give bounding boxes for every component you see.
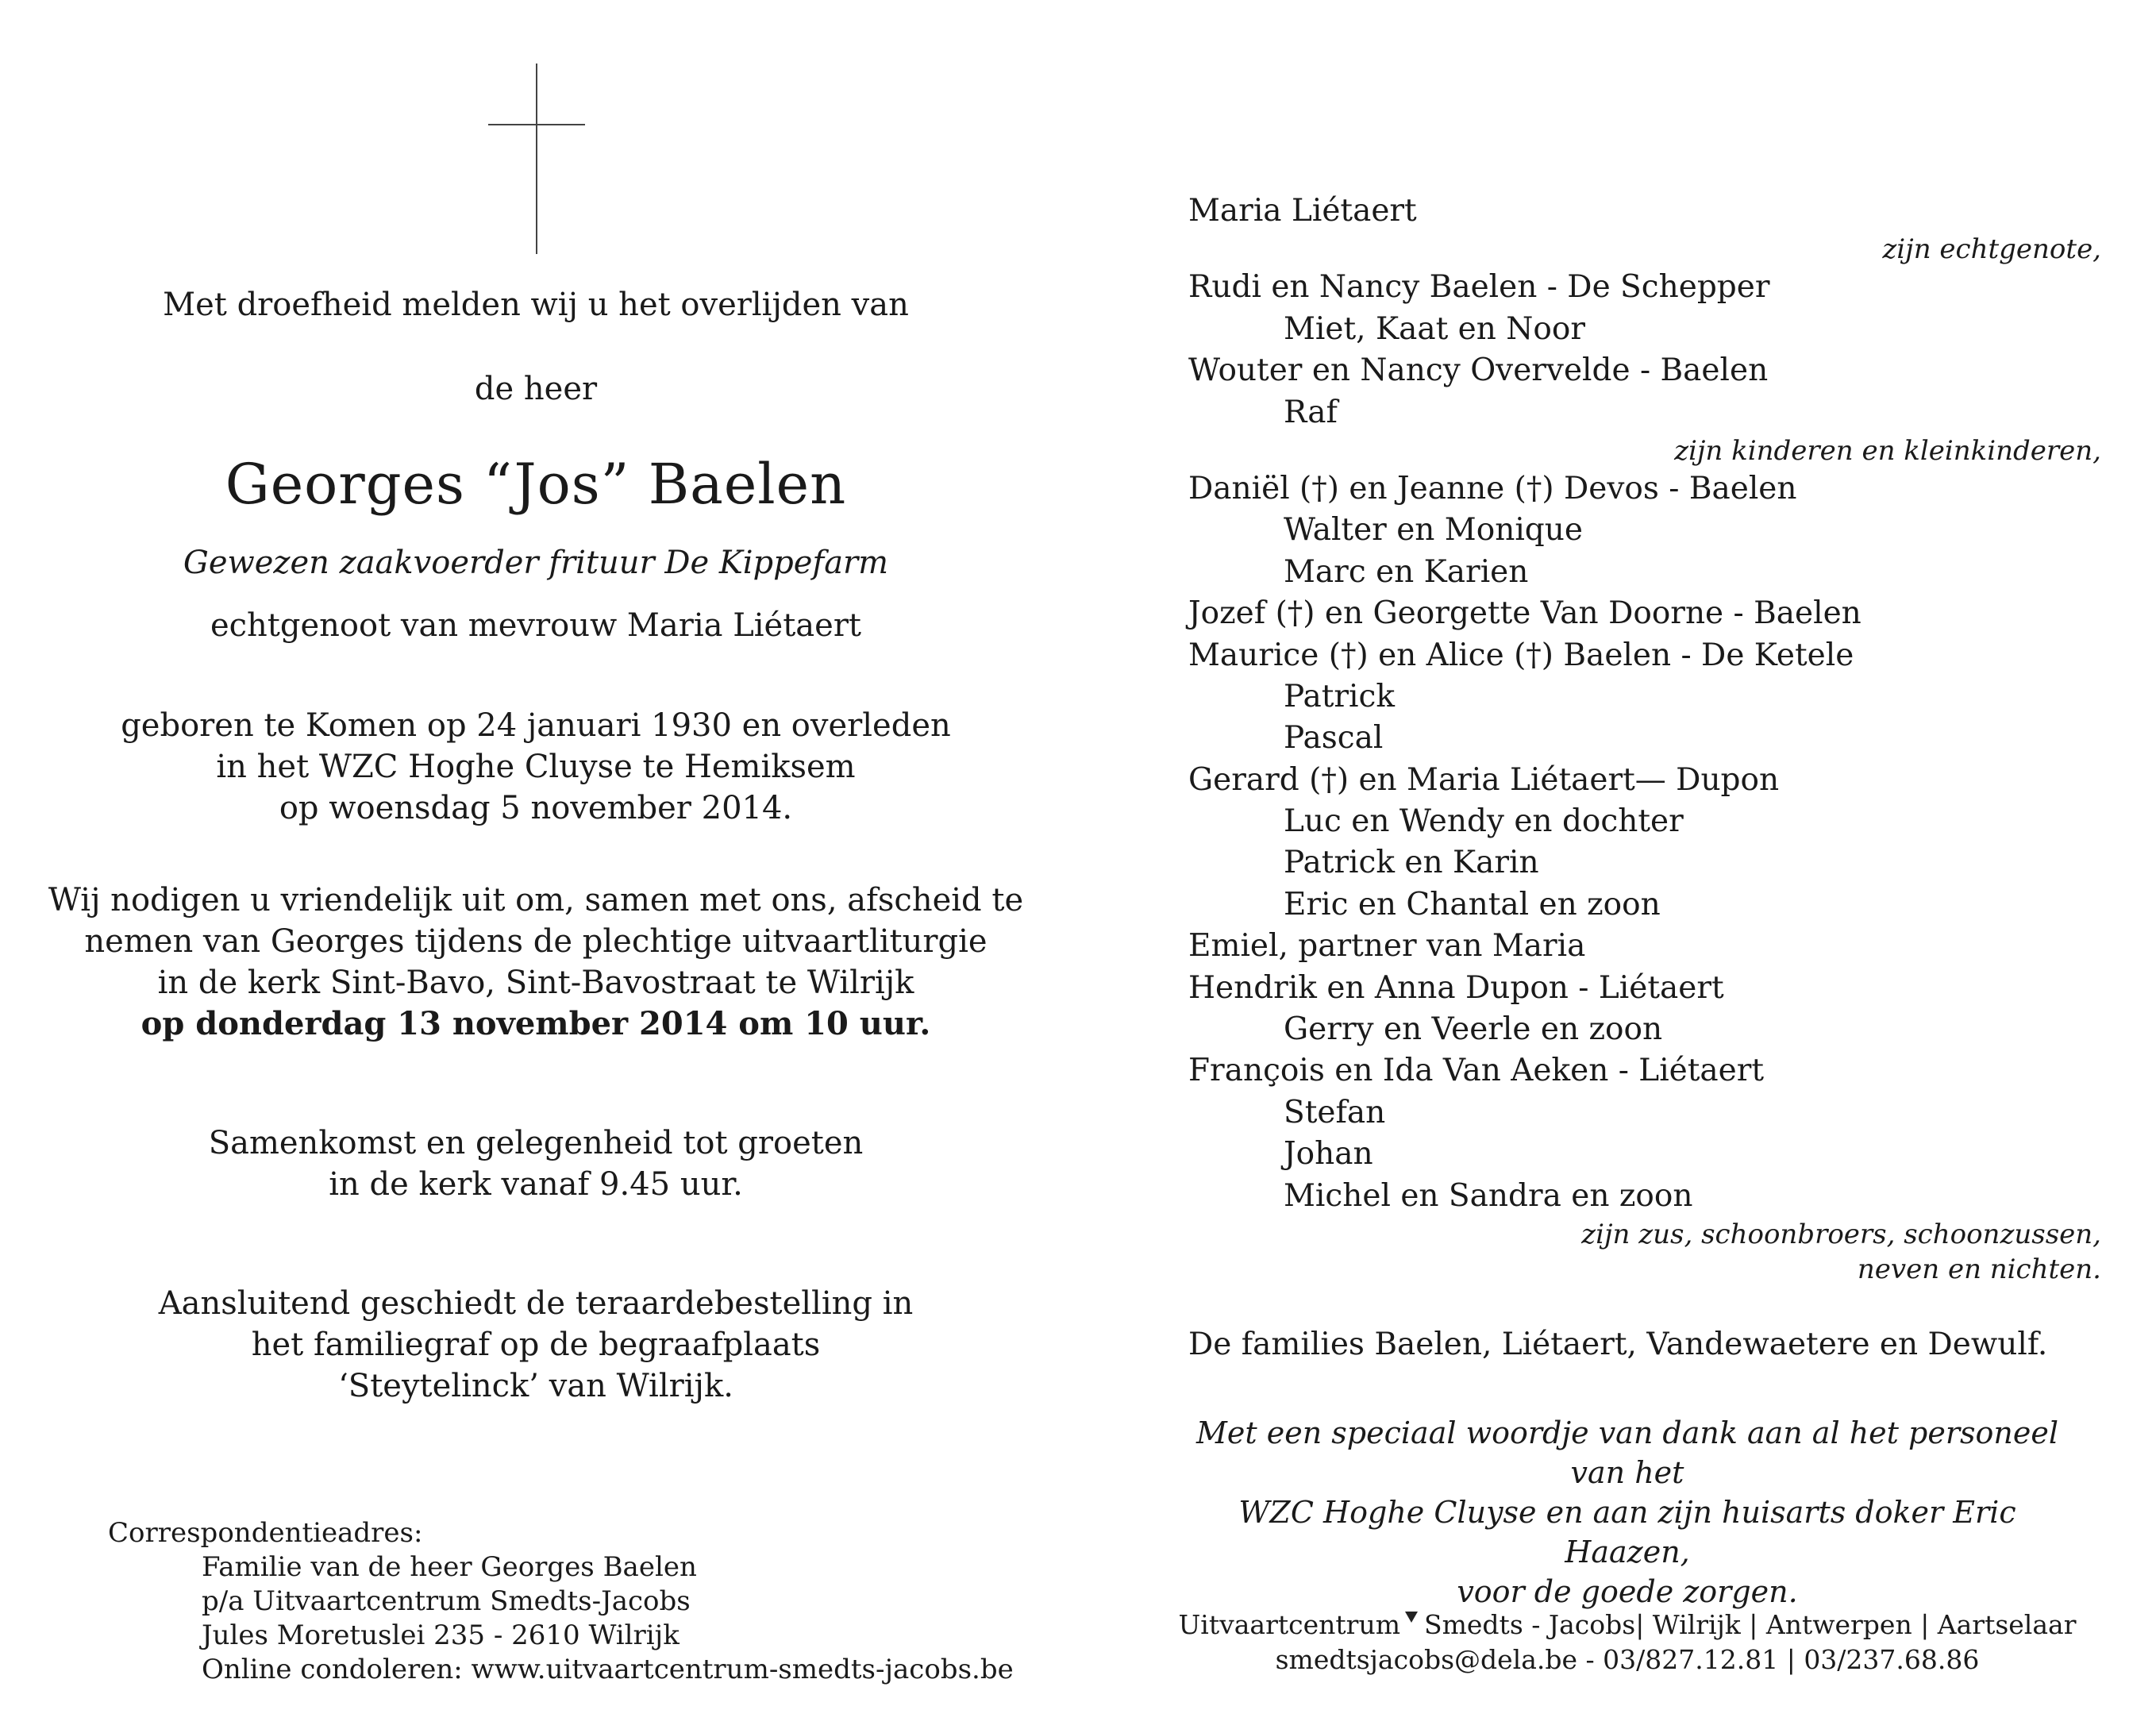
intro-line: Met droefheid melden wij u het overlijden van [163,287,909,323]
cross-icon [536,64,537,254]
funeral-home [1175,1608,2080,1677]
title-line: de heer [474,371,598,407]
spouse-line: echtgenoot van mevrouw Maria Liétaert [210,607,862,644]
birth-line: in het WZC Hoghe Cluyse te Hemiksem [216,749,856,785]
family-list [1188,191,2101,1287]
family-relation-note: zijn echtgenote, [1882,233,2101,266]
family-member-child: Stefan [1284,1094,1386,1130]
invite-line: Wij nodigen u vriendelijk uit om, samen met ons, afscheid te [48,882,1024,918]
family-member: François en Ida Van Aeken - Liétaert [1188,1053,1765,1089]
invite-line: nemen van Georges tijdens de plechtige uitvaartliturgie [84,923,988,960]
family-member: Jozef (†) en Georgette Van Doorne - Baelen [1188,595,1861,632]
family-member-child: Johan [1284,1136,1373,1173]
burial-line: ‘Steytelinck’ van Wilrijk. [338,1368,733,1404]
correspondence-address [108,1516,1014,1687]
family-member: Maria Liétaert [1188,193,1417,229]
burial-line: het familiegraf op de begraafplaats [251,1327,821,1363]
burial-line: Aansluitend geschiedt de teraardebestelling in [158,1285,914,1322]
family-member-child: Gerry en Veerle en zoon [1284,1011,1663,1048]
gathering-line: in de kerk vanaf 9.45 uur. [329,1166,743,1203]
family-relation-note: zijn zus, schoonbroers, schoonzussen, [1581,1218,2101,1250]
thanks-line: voor de goede zorgen. [1457,1574,1798,1609]
funeral-home-line [1175,1608,2080,1642]
family-member: Daniël (†) en Jeanne (†) Devos - Baelen [1188,470,1797,506]
thanks-line: WZC Hoghe Cluyse en aan zijn huisarts doker Eric Haazen, [1238,1495,2016,1569]
triangle-down-icon [1405,1612,1418,1623]
family-member-child: Raf [1284,394,1338,430]
family-relation-note: zijn kinderen en kleinkinderen, [1674,434,2101,467]
thanks-line: Met een speciaal woordje van dank aan al het personeel van het [1196,1415,2058,1490]
gathering-line: Samenkomst en gelegenheid tot groeten [208,1125,864,1161]
occupation-block [48,542,1024,583]
family-member: Emiel, partner van Maria [1188,928,1586,965]
family-member-child: Luc en Wendy en dochter [1284,803,1684,840]
family-member: Rudi en Nancy Baelen - De Schepper [1188,269,1770,306]
correspondence-line: Familie van de heer Georges Baelen [202,1551,697,1583]
family-member: Maurice (†) en Alice (†) Baelen - De Ketele [1188,637,1854,673]
funeral-home-locations: Smedts - Jacobs| Wilrijk | Antwerpen | Aartselaar [1424,1609,2077,1640]
invite-line: in de kerk Sint-Bavo, Sint-Bavostraat te Wilrijk [157,965,914,1001]
funeral-home-contact[interactable]: smedtsjacobs@dela.be - 03/827.12.81 | 03/237.68.86 [1275,1644,1980,1675]
family-member-child: Marc en Karien [1284,553,1529,590]
family-member: Gerard (†) en Maria Liétaert— Dupon [1188,761,1780,798]
cross-icon-bar [488,124,585,125]
correspondence-line: Jules Moretuslei 235 - 2610 Wilrijk [202,1619,680,1651]
birth-line: op woensdag 5 november 2014. [279,790,793,826]
funeral-date: op donderdag 13 november 2014 om 10 uur. [141,1005,931,1042]
family-member-child: Walter en Monique [1284,512,1583,549]
family-relation-note: neven en nichten. [1857,1253,2101,1285]
name-block [48,451,1024,518]
funeral-home-name: Uitvaartcentrum [1178,1609,1400,1640]
deceased-name: Georges “Jos” Baelen [225,452,847,517]
invite-block [48,880,1024,1045]
intro-text [48,284,1024,325]
families-line: De families Baelen, Liétaert, Vandewaetere en Dewulf. [1188,1327,2048,1362]
family-member-child: Michel en Sandra en zoon [1284,1177,1693,1214]
family-member-child: Miet, Kaat en Noor [1284,310,1585,347]
family-member: Wouter en Nancy Overvelde - Baelen [1188,352,1769,389]
occupation-line: Gewezen zaakvoerder frituur De Kippefarm [183,545,889,581]
family-member-child: Patrick en Karin [1284,845,1539,881]
birth-block [48,705,1024,829]
spouse-block [48,605,1024,646]
family-member-child: Eric en Chantal en zoon [1284,886,1661,922]
burial-block [48,1283,1024,1407]
family-member: Hendrik en Anna Dupon - Liétaert [1188,969,1724,1006]
gathering-block [48,1123,1024,1205]
title-block [48,368,1024,410]
birth-line: geboren te Komen op 24 januari 1930 en overleden [121,707,951,744]
family-member-child: Patrick [1284,678,1396,714]
correspondence-line: p/a Uitvaartcentrum Smedts-Jacobs [202,1585,691,1617]
correspondence-heading: Correspondentieadres: [108,1517,423,1549]
thanks-block [1183,1413,2072,1612]
online-condolence-link[interactable]: Online condoleren: www.uitvaartcentrum-smedts-jacobs.be [202,1654,1014,1685]
family-member-child: Pascal [1284,720,1384,757]
